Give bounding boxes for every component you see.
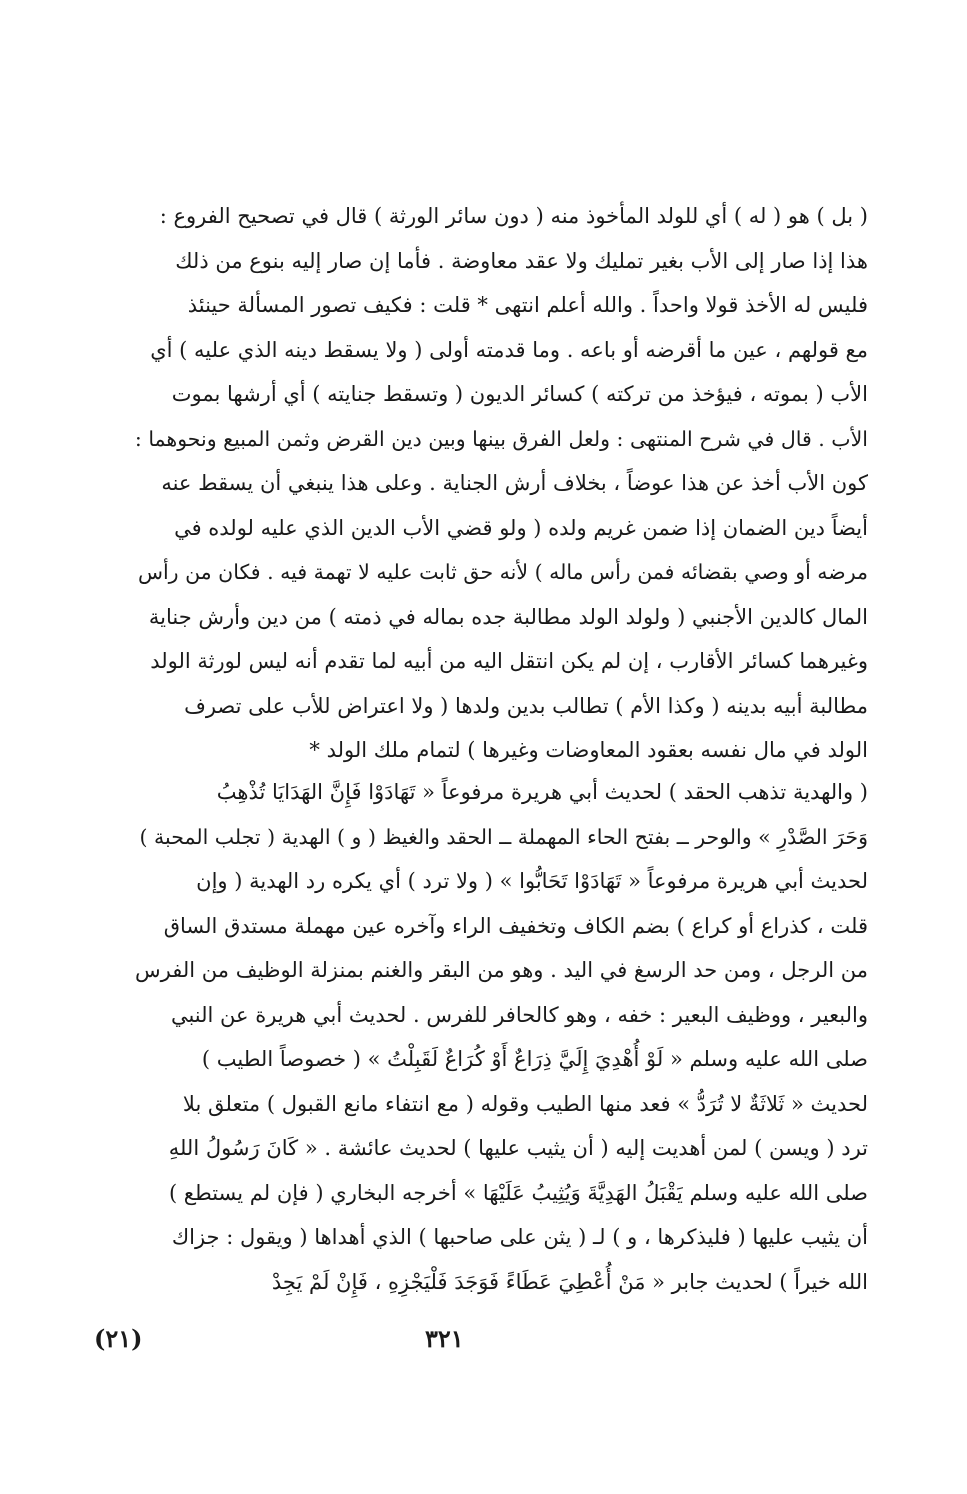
page-number: ٣٢١ <box>425 1324 464 1353</box>
text-line: ترد ( ويسن ) لمن أهديت إليه ( أن يثيب عليها ) لحديث عائشة . « كَانَ رَسُولُ اللهِ <box>168 1136 868 1160</box>
text-line: من الرجل ، ومن حد الرسغ في اليد . وهو من البقر والغنم بمنزلة الوظيف من الفرس <box>135 958 868 982</box>
text-line: ( بل ) هو ( له ) أي للولد المأخوذ منه ( دون سائر الورثة ) قال في تصحيح الفروع : <box>159 204 868 228</box>
text-line: الولد في مال نفسه بعقود المعاوضات وغيرها ) لتمام ملك الولد * <box>309 738 868 762</box>
text-line: مطالبة أبيه بدينه ( وكذا الأم ) تطالب بدين ولدها ( ولا اعتراض للأب على تصرف <box>184 693 868 718</box>
text-line: مع قولهم ، عين ما أقرضه أو باعه . وما قدمته أولى ( ولا يسقط دينه الذي عليه ) أي <box>150 337 868 362</box>
text-line: لحديث « ثَلاثَةٌ لا تُرَدُّ » فعد منها الطيب وقوله ( مع انتفاء مانع القبول ) متعلق بلا <box>182 1091 868 1116</box>
text-line: وغيرهما كسائر الأقارب ، إن لم يكن انتقل اليه من أبيه لما تقدم أنه ليس لورثة الولد <box>150 649 868 673</box>
text-line: هذا إذا صار إلى الأب بغير تمليك ولا عقد معاوضة . فأما إن صار إليه بنوع من ذلك <box>175 248 868 273</box>
text-line: قلت ، كذراع أو كراع ) بضم الكاف وتخفيف الراء وآخره عين مهملة مستدق الساق <box>163 913 868 938</box>
paragraph-gifts <box>130 770 868 1304</box>
text-line: ( والهدية تذهب الحقد ) لحديث أبي هريرة مرفوعاً « تَهَادَوْا فَإِنَّ الهَدَايَا تُذْهِبُ <box>216 780 868 804</box>
text-line: صلى الله عليه وسلم « لَوْ أُهْدِيَ إِلَيَّ ذِرَاعٌ أَوْ كُرَاعٌ لَقَبِلْتُ » ( خصوصاً الطيب ) <box>201 1047 868 1071</box>
text-line: الله خيراً ) لحديث جابر « مَنْ أُعْطِيَ عَطَاءً فَوَجَدَ فَلْيَجْزِهِ ، فَإِنْ لَمْ يَجِدْ <box>271 1269 868 1294</box>
text-line: فليس له الأخذ قولا واحداً . والله أعلم انتهى * قلت : فكيف تصور المسألة حينئذ <box>187 293 868 317</box>
text-line: لحديث أبي هريرة مرفوعاً « تَهَادَوْا تَحَابُّوا » ( ولا ترد ) أي يكره رد الهدية ( وإن <box>196 869 868 893</box>
text-line: الأب ( بموته ، فيؤخذ من تركته ) كسائر الديون ( وتسقط جنايته ) أي أرشها بموت <box>171 382 868 406</box>
text-line: أيضاً دين الضمان إذا ضمن غريم ولده ( ولو قضي الأب الدين الذي عليه لولده في <box>174 515 868 540</box>
text-line: مرضه أو وصي بقضائه فمن رأس ماله ) لأنه حق ثابت عليه لا تهمة فيه . فكان من رأس <box>137 560 868 584</box>
text-line: والبعير ، ووظيف البعير : خفه ، وهو كالحافر للفرس . لحديث أبي هريرة عن النبي <box>170 1002 868 1027</box>
text-line: كون الأب أخذ عن هذا عوضاً ، بخلاف أرش الجناية . وعلى هذا ينبغي أن يسقط عنه <box>161 471 868 495</box>
text-line: أن يثيب عليها ( فليذكرها ، و ) لـ ( يثن على صاحبها ) الذي أهداها ( ويقول : جزاك <box>171 1225 868 1249</box>
text-line: الأب . قال في شرح المنتهى : ولعل الفرق بينها وبين دين القرض وثمن المبيع ونحوهما : <box>134 426 868 451</box>
paragraph-parental-debts <box>130 194 868 773</box>
text-line: صلى الله عليه وسلم يَقْبَلُ الهَدِيَّةَ وَيُثِيبُ عَلَيْهَا » أخرجه البخاري ( فإن لم يستطع ) <box>168 1180 868 1205</box>
signature-number: (٢١) <box>94 1324 143 1353</box>
text-line: المال كالدين الأجنبي ( ولولد الولد مطالبة جده بماله في ذمته ) من دين وأرش جناية <box>148 604 868 629</box>
text-line: وَحَرَ الصَّدْرِ » والوحر ــ بفتح الحاء المهملة ــ الحقد والغيظ ( و ) الهدية ( تجلب المحبة ) <box>139 824 868 849</box>
